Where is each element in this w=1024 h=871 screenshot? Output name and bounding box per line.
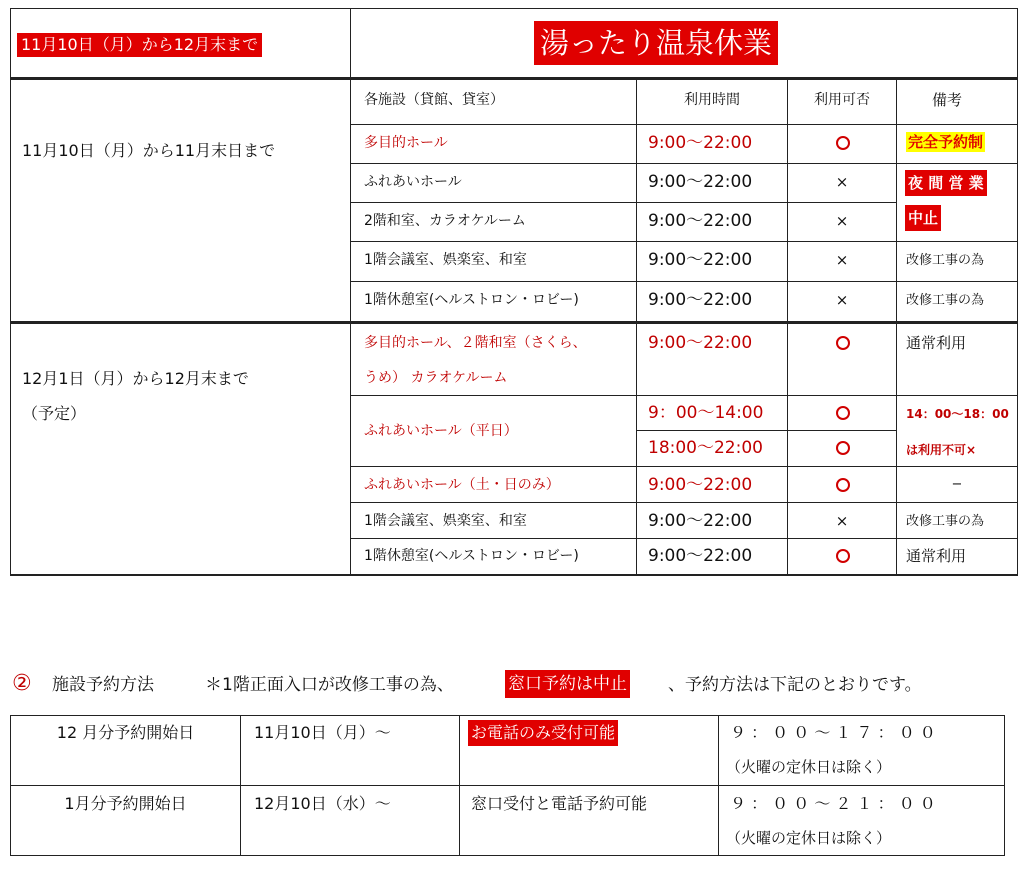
- reservation-closed-note: （火曜の定休日は除く）: [726, 758, 892, 776]
- reservation-start-date: 11月10日（月）〜: [254, 723, 391, 742]
- unavailable-mark: ×: [835, 291, 849, 309]
- section-note: ＊1階正面入口が改修工事の為、: [205, 675, 454, 695]
- hours-cell: 9:00〜22:00: [648, 290, 753, 310]
- unavailable-mark: ×: [835, 251, 849, 269]
- col-header-facility: 各施設（貸館、貸室）: [364, 92, 504, 108]
- reservation-label: 1月分予約開始日: [64, 794, 187, 813]
- period-label: 11月10日（月）から11月末日まで: [22, 141, 276, 160]
- hours-cell: 9：00〜14:00: [648, 403, 764, 423]
- col-header-remarks: 備考: [931, 91, 962, 109]
- section-note-highlight: 窓口予約は中止: [505, 670, 630, 698]
- reservation-label: 12 月分予約開始日: [56, 723, 195, 742]
- period-badge: 11月10日（月）から12月末まで: [17, 33, 262, 57]
- facility-cell: 1階休憩室(ヘルストロン・ロビー): [364, 548, 579, 564]
- reservation-hours: ９ ： ０ ０ 〜 １ ７ ： ０ ０: [730, 723, 936, 742]
- remark-cell: 通常利用: [906, 334, 967, 352]
- remark-cell: 通常利用: [906, 547, 967, 565]
- unavailable-mark: ×: [835, 512, 849, 530]
- page-title: 湯ったり温泉休業: [534, 21, 778, 65]
- facility-cell: ふれあいホール: [364, 174, 462, 190]
- facility-cell: 1階休憩室(ヘルストロン・ロビー): [364, 292, 579, 308]
- reservation-method: お電話のみ受付可能: [468, 720, 618, 746]
- col-header-availability: 利用可否: [814, 92, 870, 108]
- remark-cell: 改修工事の為: [906, 253, 985, 268]
- hours-cell: 9:00〜22:00: [648, 133, 753, 153]
- remark-cell: 改修工事の為: [906, 514, 985, 529]
- hours-cell: 9:00〜22:00: [648, 511, 753, 531]
- available-circle-icon: [836, 441, 850, 455]
- section-note-suffix: 、予約方法は下記のとおりです。: [668, 675, 922, 695]
- facility-cell: 1階会議室、娯楽室、和室: [364, 513, 527, 529]
- hours-cell: 9:00〜22:00: [648, 250, 753, 270]
- section-number: ②: [12, 671, 32, 696]
- available-circle-icon: [836, 406, 850, 420]
- unavailable-mark: ×: [835, 212, 849, 230]
- facility-cell: 多目的ホール、２階和室（さくら、: [364, 335, 587, 351]
- reservation-start-date: 12月10日（水）〜: [254, 794, 391, 813]
- remark-cell: 改修工事の為: [906, 293, 985, 308]
- remark-cell: 14：00〜18：00: [906, 407, 1009, 421]
- remark-cell: −: [951, 477, 963, 492]
- period-label-note: （予定）: [22, 404, 87, 423]
- hours-cell: 9:00〜22:00: [648, 475, 753, 495]
- available-circle-icon: [836, 478, 850, 492]
- facility-cell: 多目的ホール: [364, 135, 448, 151]
- hours-cell-evening: 18:00〜22:00: [648, 438, 763, 458]
- section-title: 施設予約方法: [52, 675, 154, 695]
- available-circle-icon: [836, 336, 850, 350]
- reservation-method: 窓口受付と電話予約可能: [471, 794, 648, 813]
- available-circle-icon: [836, 549, 850, 563]
- hours-cell: 9:00〜22:00: [648, 211, 753, 231]
- remark-cell: 夜 間 営 業: [905, 170, 987, 196]
- unavailable-mark: ×: [835, 173, 849, 191]
- hours-cell: 9:00〜22:00: [648, 546, 753, 566]
- facility-cell: ふれあいホール（土・日のみ）: [364, 477, 560, 493]
- reservation-closed-note: （火曜の定休日は除く）: [726, 829, 892, 847]
- reservation-hours: ９ ： ０ ０ 〜 ２ １ ： ０ ０: [730, 794, 936, 813]
- hours-cell: 9:00〜22:00: [648, 333, 753, 353]
- available-circle-icon: [836, 136, 850, 150]
- facility-cell: 2階和室、カラオケルーム: [364, 213, 526, 229]
- hours-cell: 9:00〜22:00: [648, 172, 753, 192]
- remark-cell: 中止: [905, 205, 941, 231]
- remark-cell: 完全予約制: [908, 133, 984, 151]
- period-label: 12月1日（月）から12月末まで: [22, 369, 249, 388]
- facility-cell-line2: うめ） カラオケルーム: [364, 370, 508, 386]
- remark-cell-line2: は利用不可×: [906, 443, 977, 457]
- facility-cell: 1階会議室、娯楽室、和室: [364, 252, 527, 268]
- facility-cell: ふれあいホール（平日）: [364, 423, 518, 439]
- col-header-hours: 利用時間: [684, 92, 740, 108]
